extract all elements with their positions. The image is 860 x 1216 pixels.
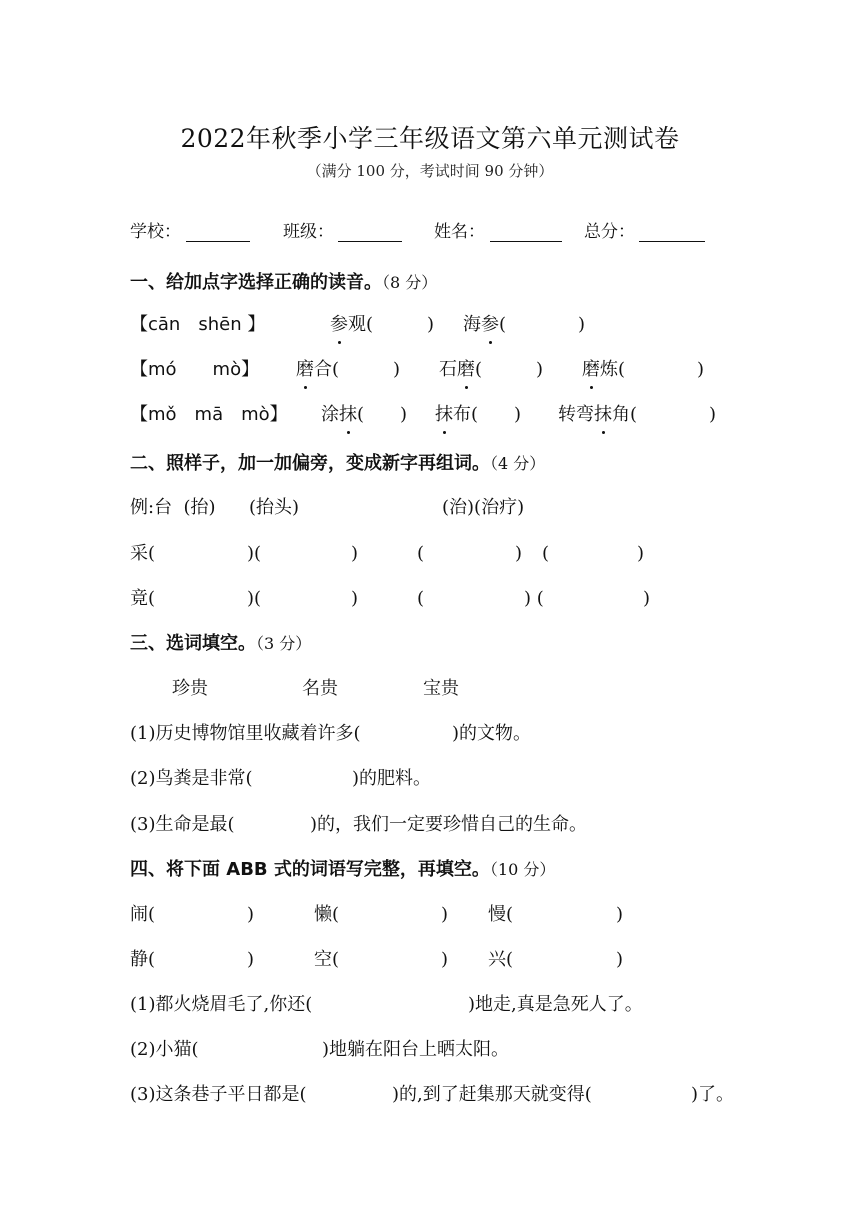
score-label: 总分： — [584, 222, 635, 242]
word-item: 抹布( ) — [435, 402, 521, 428]
name-blank[interactable] — [490, 225, 562, 242]
s3-question-2: (2)鸟粪是非常( )的肥料。 — [130, 768, 432, 789]
name-label: 姓名： — [434, 222, 485, 242]
score-blank[interactable] — [639, 225, 705, 242]
school-blank[interactable] — [186, 225, 250, 242]
word-item: 参观( ) — [330, 312, 434, 338]
word-item: 海参( ) — [463, 312, 585, 338]
section-4-heading: 四、将下面 ABB 式的词语写完整，再填空。（10 分） — [130, 859, 556, 880]
s4-question-3: (3)这条巷子平日都是( )的,到了赶集那天就变得( )了。 — [130, 1084, 735, 1105]
s2-row-2: 竟( )( ) ( ) ( ) — [130, 588, 651, 609]
s1-row-1 — [130, 312, 750, 338]
s2-example: 例:台 (抬) (抬头) (治)(治疗) — [130, 497, 525, 518]
s2-row-1: 采( )( ) ( ) ( ) — [130, 543, 645, 564]
word-item: 磨合( ) — [296, 357, 400, 383]
s3-word-bank — [130, 676, 750, 702]
word-item: 转弯抹角( ) — [558, 402, 716, 428]
word-item: 磨炼( ) — [582, 357, 704, 383]
section-1-heading: 一、给加点字选择正确的读音。（8 分） — [130, 272, 438, 293]
s4-question-2: (2)小猫( )地躺在阳台上晒太阳。 — [130, 1039, 510, 1060]
pinyin-options: 【mó mò】 — [130, 359, 260, 380]
section-2-heading: 二、照样子，加一加偏旁，变成新字再组词。（4 分） — [130, 453, 546, 474]
section-3-heading: 三、选词填空。（3 分） — [130, 633, 312, 654]
s3-question-1: (1)历史博物馆里收藏着许多( )的文物。 — [130, 723, 532, 744]
page-title: 2022年秋季小学三年级语文第六单元测试卷 — [180, 124, 680, 153]
page-subtitle: （满分 100 分，考试时间 90 分钟） — [306, 162, 554, 180]
pinyin-options: 【cān shēn 】 — [130, 314, 266, 335]
word-item: 石磨( ) — [439, 357, 543, 383]
s1-row-2 — [130, 357, 750, 383]
word-option: 名贵 — [302, 678, 338, 699]
s1-row-3 — [130, 402, 750, 428]
class-blank[interactable] — [338, 225, 402, 242]
pinyin-options: 【mǒ mā mò】 — [130, 404, 288, 425]
s4-row-1: 闹( ) 懒( ) 慢( ) — [130, 904, 624, 925]
word-option: 珍贵 — [172, 678, 208, 699]
s4-question-1: (1)都火烧眉毛了,你还( )地走,真是急死人了。 — [130, 994, 643, 1015]
word-option: 宝贵 — [423, 678, 459, 699]
word-item: 涂抹( ) — [321, 402, 407, 428]
class-label: 班级： — [283, 222, 334, 242]
school-label: 学校： — [130, 222, 181, 242]
s4-row-2: 静( ) 空( ) 兴( ) — [130, 949, 624, 970]
s3-question-3: (3)生命是最( )的，我们一定要珍惜自己的生命。 — [130, 814, 588, 835]
